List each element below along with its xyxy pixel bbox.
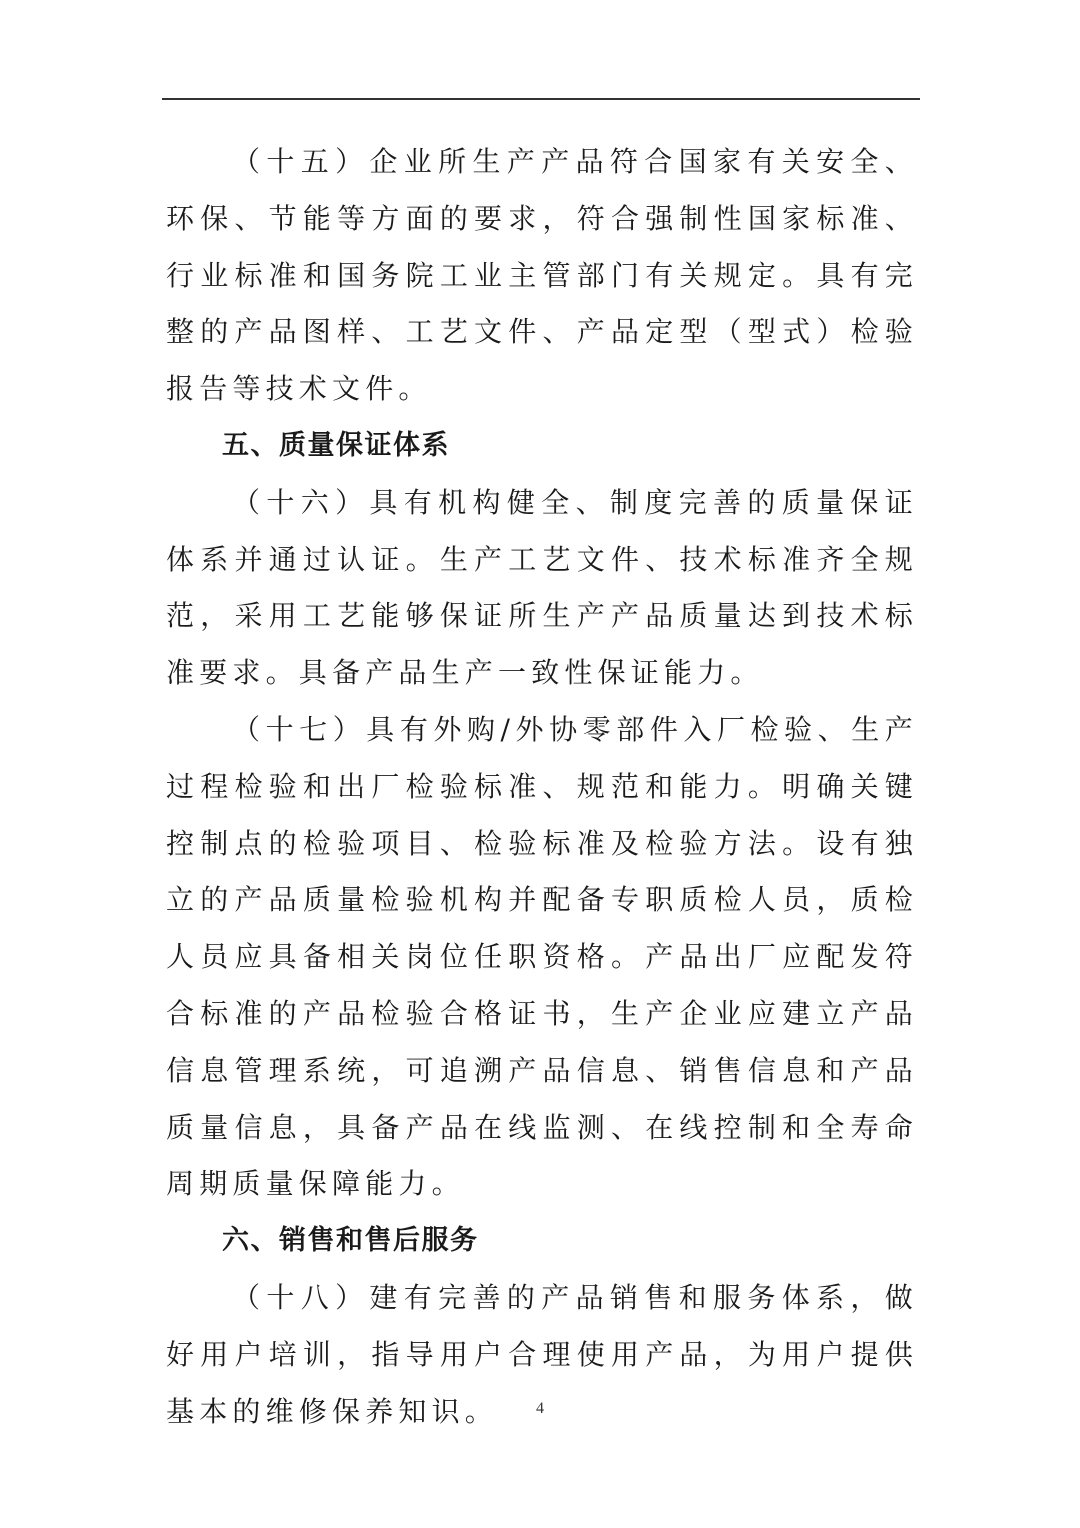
paragraph-18: （十八）建有完善的产品销售和服务体系，做好用户培训，指导用户合理使用产品，为用户提供基本的维修保养知识。 bbox=[166, 1280, 918, 1428]
document-body bbox=[166, 134, 918, 1440]
paragraph-15: （十五）企业所生产产品符合国家有关安全、环保、节能等方面的要求，符合强制性国家标准、行业标准和国务院工业主管部门有关规定。具有完整的产品图样、工艺文件、产品定型（型式）检验报告等技术文件。 bbox=[166, 145, 918, 406]
section-heading-quality-assurance: 五、质量保证体系 bbox=[222, 429, 450, 461]
page-number: 4 bbox=[536, 1400, 544, 1417]
section-heading-sales-service: 六、销售和售后服务 bbox=[222, 1225, 479, 1257]
paragraph-16: （十六）具有机构健全、制度完善的质量保证体系并通过认证。生产工艺文件、技术标准齐全规范，采用工艺能够保证所生产产品质量达到技术标准要求。具备产品生产一致性保证能力。 bbox=[166, 485, 918, 690]
paragraph-17: （十七）具有外购/外协零部件入厂检验、生产过程检验和出厂检验标准、规范和能力。明确关键控制点的检验项目、检验标准及检验方法。设有独立的产品质量检验机构并配备专职质检人员，质检人员应具备相关岗位任职资格。产品出厂应配发符合标准的产品检验合格证书，生产企业应建立产品信息管理系统，可追溯产品信息、销售信息和产品质量信息，具备产品在线监测、在线控制和全寿命周期质量保障能力。 bbox=[166, 712, 918, 1201]
header-rule bbox=[162, 98, 920, 100]
